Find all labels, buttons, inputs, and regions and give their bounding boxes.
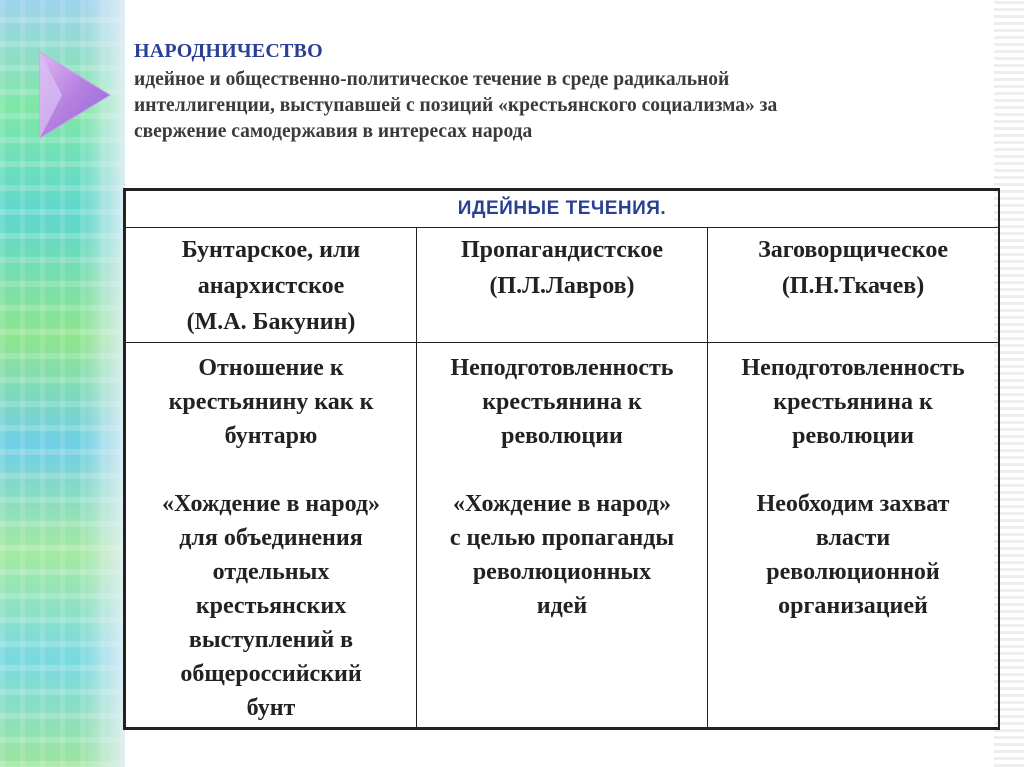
body-line: Неподготовленность	[741, 355, 965, 381]
subtitle-line: интеллигенции, выступавшей с позиций «крестьянского социализма» за	[134, 95, 778, 116]
slide-title: НАРОДНИЧЕСТВО	[134, 40, 323, 62]
column-body-conspiratorial	[708, 343, 999, 728]
column-body-anarchist	[126, 343, 417, 728]
body-line: идей	[536, 593, 588, 619]
body-line: отдельных	[212, 559, 330, 585]
body-paragraph	[708, 351, 998, 453]
body-line: власти	[815, 525, 891, 551]
body-line: с целью пропаганды	[449, 525, 675, 551]
header-line: Заговорщическое	[758, 237, 948, 263]
triangle-arrow-icon	[32, 50, 112, 140]
table-heading: ИДЕЙНЫЕ ТЕЧЕНИЯ.	[126, 191, 999, 228]
body-line: общероссийский	[180, 661, 362, 687]
header-line: анархистское	[197, 273, 345, 299]
column-header-conspiratorial	[708, 228, 999, 343]
header-line: (П.Н.Ткачев)	[781, 273, 925, 299]
body-paragraph	[126, 351, 416, 453]
body-paragraph	[126, 487, 416, 725]
slide-subtitle	[134, 67, 894, 145]
body-line: выступлений в	[188, 627, 354, 653]
body-line: крестьянина к	[773, 389, 933, 415]
subtitle-line: идейное и общественно-политическое течение в среде радикальной	[134, 69, 730, 90]
subtitle-line: свержение самодержавия в интересах народа	[134, 121, 533, 142]
body-paragraph	[708, 487, 998, 623]
body-paragraph	[417, 487, 707, 623]
body-line: революционной	[766, 559, 940, 585]
header-line: (М.А. Бакунин)	[186, 309, 356, 335]
column-header-propagandist	[417, 228, 708, 343]
body-line: крестьянину как к	[168, 389, 374, 415]
body-line: революции	[501, 423, 623, 449]
body-line: «Хождение в народ»	[161, 491, 381, 517]
body-line: революции	[792, 423, 914, 449]
body-paragraph	[417, 351, 707, 453]
body-line: крестьянских	[195, 593, 347, 619]
body-line: крестьянина к	[482, 389, 642, 415]
body-line: «Хождение в народ»	[452, 491, 672, 517]
body-line: революционных	[472, 559, 652, 585]
body-line: Необходим захват	[756, 491, 950, 517]
column-body-propagandist	[417, 343, 708, 728]
body-line: Неподготовленность	[450, 355, 674, 381]
body-line: Отношение к	[198, 355, 344, 381]
body-line: бунтарю	[224, 423, 318, 449]
header-line: (П.Л.Лавров)	[489, 273, 635, 299]
currents-table	[123, 188, 1000, 730]
body-line: организацией	[778, 593, 928, 619]
column-header-anarchist	[126, 228, 417, 343]
header-line: Пропагандистское	[460, 237, 664, 263]
body-line: для объединения	[179, 525, 363, 551]
header-line: Бунтарское, или	[181, 237, 361, 263]
slide-header	[134, 40, 894, 145]
body-line: бунт	[246, 695, 296, 721]
